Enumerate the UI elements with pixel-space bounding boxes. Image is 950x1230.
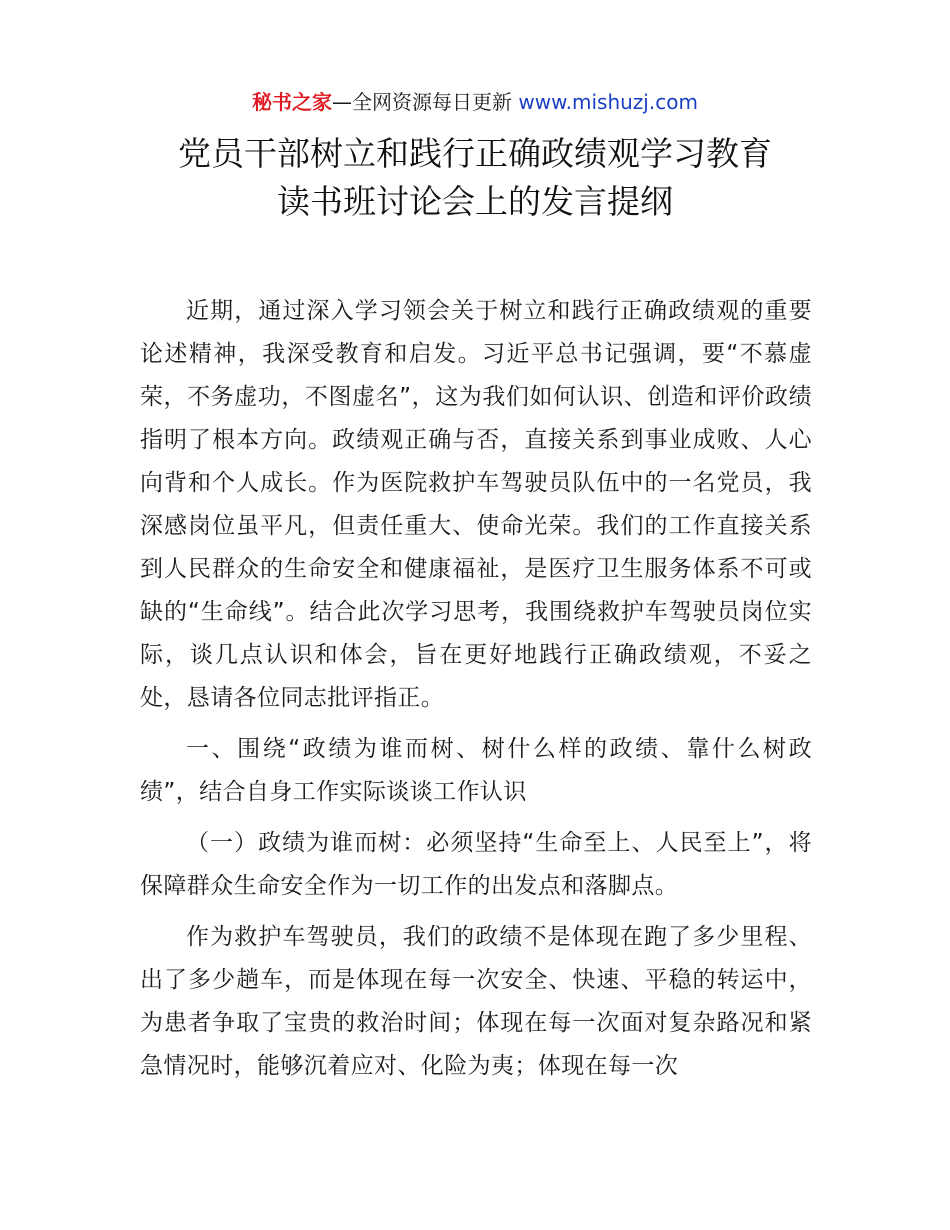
- paragraph-body: 作为救护车驾驶员，我们的政绩不是体现在跑了多少里程、出了多少趟车，而是体现在每一次安全、快速、平稳的转运中，为患者争取了宝贵的救治时间；体现在每一次面对复杂路况和紧急情况时，能够沉着应对、化险为夷；体现在每一次: [140, 924, 812, 1079]
- subsection-heading-1: （一）政绩为谁而树：必须坚持“生命至上、人民至上”，将保障群众生命安全作为一切工作的出发点和落脚点。: [140, 830, 812, 899]
- document-body: [140, 290, 812, 1096]
- banner-url-link[interactable]: www.mishuzj.com: [518, 90, 698, 114]
- section-heading-1: 一、围绕“政绩为谁而树、树什么样的政绩、靠什么树政绩”，结合自身工作实际谈谈工作认识: [140, 736, 812, 805]
- title-line-1: 党员干部树立和践行正确政绩观学习教育: [178, 134, 772, 173]
- banner-slogan: —全网资源每日更新: [332, 90, 513, 114]
- banner-brand: 秘书之家: [252, 90, 333, 114]
- title-line-2: 读书班讨论会上的发言提纲: [277, 182, 673, 221]
- document-title: [0, 130, 950, 226]
- site-banner: [0, 88, 950, 116]
- paragraph-intro: 近期，通过深入学习领会关于树立和践行正确政绩观的重要论述精神，我深受教育和启发。习近平总书记强调，要“不慕虚荣，不务虚功，不图虚名”，这为我们如何认识、创造和评价政绩指明了根本方向。政绩观正确与否，直接关系到事业成败、人心向背和个人成长。作为医院救护车驾驶员队伍中的一名党员，我深感岗位虽平凡，但责任重大、使命光荣。我们的工作直接关系到人民群众的生命安全和健康福祉，是医疗卫生服务体系不可或缺的“生命线”。结合此次学习思考，我围绕救护车驾驶员岗位实际，谈几点认识和体会，旨在更好地践行正确政绩观，不妥之处，恳请各位同志批评指正。: [140, 298, 812, 711]
